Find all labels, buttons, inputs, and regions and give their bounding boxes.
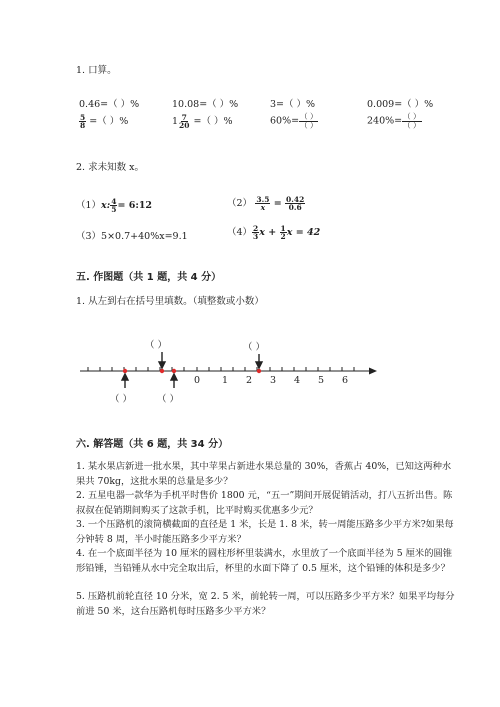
section-2-title: 2. 求未知数 x。 — [76, 162, 144, 173]
tick-label-3: 3 — [270, 375, 277, 386]
problem-1: 1. 某水果店新进一批水果，其中苹果占新进水果总量的 30%，香蕉占 40%，已知这两种水果共 70kg，这批水果的总量是多少？ — [76, 461, 452, 487]
arrow-up-2-head — [171, 374, 177, 380]
problem-5: 5. 压路机前轮直径 10 分米，宽 2. 5 米，前轮转一周，可以压路多少平方米？如果平均每分前进 50 米，这台压路机每时压路多少平方米？ — [76, 591, 455, 617]
oral-item-3: 3=（ ）% — [270, 99, 316, 110]
number-line-arrowhead — [369, 368, 377, 375]
oral-item-5: $\frac{5}{8}$ =（ ）% — [80, 112, 129, 130]
tick-label-0: 0 — [194, 375, 201, 386]
tick-label-5: 5 — [318, 375, 325, 386]
oral-item-1: 0.46=（ ）% — [79, 99, 140, 110]
oral-item-8: 240%= $\frac{( )}{( )}$ — [367, 112, 421, 130]
bottom-bracket-2: （ ） — [157, 394, 180, 405]
tick-label-1: 1 — [222, 375, 229, 386]
equation-3: （3）5×0.7+40%x=9.1 — [76, 231, 188, 242]
equation-2: （2） $\frac{3.5}{x}$ = $\frac{0.42}{0.6}$ — [227, 194, 305, 212]
equation-4: （4） $\frac{2}{3}$ x + $\frac{1}{2}$ x = 42 — [227, 223, 321, 241]
problem-4: 4. 在一个底面半径为 10 厘米的圆柱形杯里装满水，水里放了一个底面半径为 5 厘米的圆锥形铅锤，当铅锤从水中完全取出后，杯里的水面下降了 0.5 厘米，这个铅锤的体积是多少？ — [76, 548, 453, 574]
problem-2: 2. 五星电器一款华为手机平时售价 1800 元，“五一”期间开展促销活动，打八五折出售。陈叔叔在促销期间购买了这款手机，比平时购买优惠多少元？ — [76, 490, 453, 516]
oral-item-6: 1 $\frac{7}{20}$ =（ ）% — [172, 112, 233, 130]
oral-item-4: 0.009=（ ）% — [367, 99, 434, 110]
section-6-heading: 六. 解答题（共 6 题，共 34 分） — [76, 439, 229, 450]
tick-label-2: 2 — [246, 375, 253, 386]
tick-label-4: 4 — [294, 375, 301, 386]
oral-item-2: 10.08=（ ）% — [172, 99, 239, 110]
oral-item-7: 60%= $\frac{( )}{( )}$ — [270, 112, 318, 130]
equation-1: （1）x: $\frac{4}{5}$ = 6:12 — [76, 196, 153, 214]
tick-label-6: 6 — [342, 375, 349, 386]
number-line-ticks — [88, 367, 354, 371]
arrow-up-1-head — [122, 374, 128, 380]
section-1-title: 1. 口算。 — [76, 65, 117, 76]
section-5-instruction: 1. 从左到右在括号里填数。（填整数或小数） — [76, 296, 264, 307]
top-bracket-2: （ ） — [243, 342, 266, 353]
bottom-bracket-1: （ ） — [110, 394, 133, 405]
section-5-heading: 五. 作图题（共 1 题，共 4 分） — [76, 272, 222, 283]
problem-3: 3. 一个压路机的滚筒横截面的直径是 1 米，长是 1. 8 米，转一周能压路多少平方米?如果每分钟转 8 周，半小时能压路多少平方米？ — [76, 519, 454, 545]
top-bracket-1: （ ） — [145, 340, 168, 351]
